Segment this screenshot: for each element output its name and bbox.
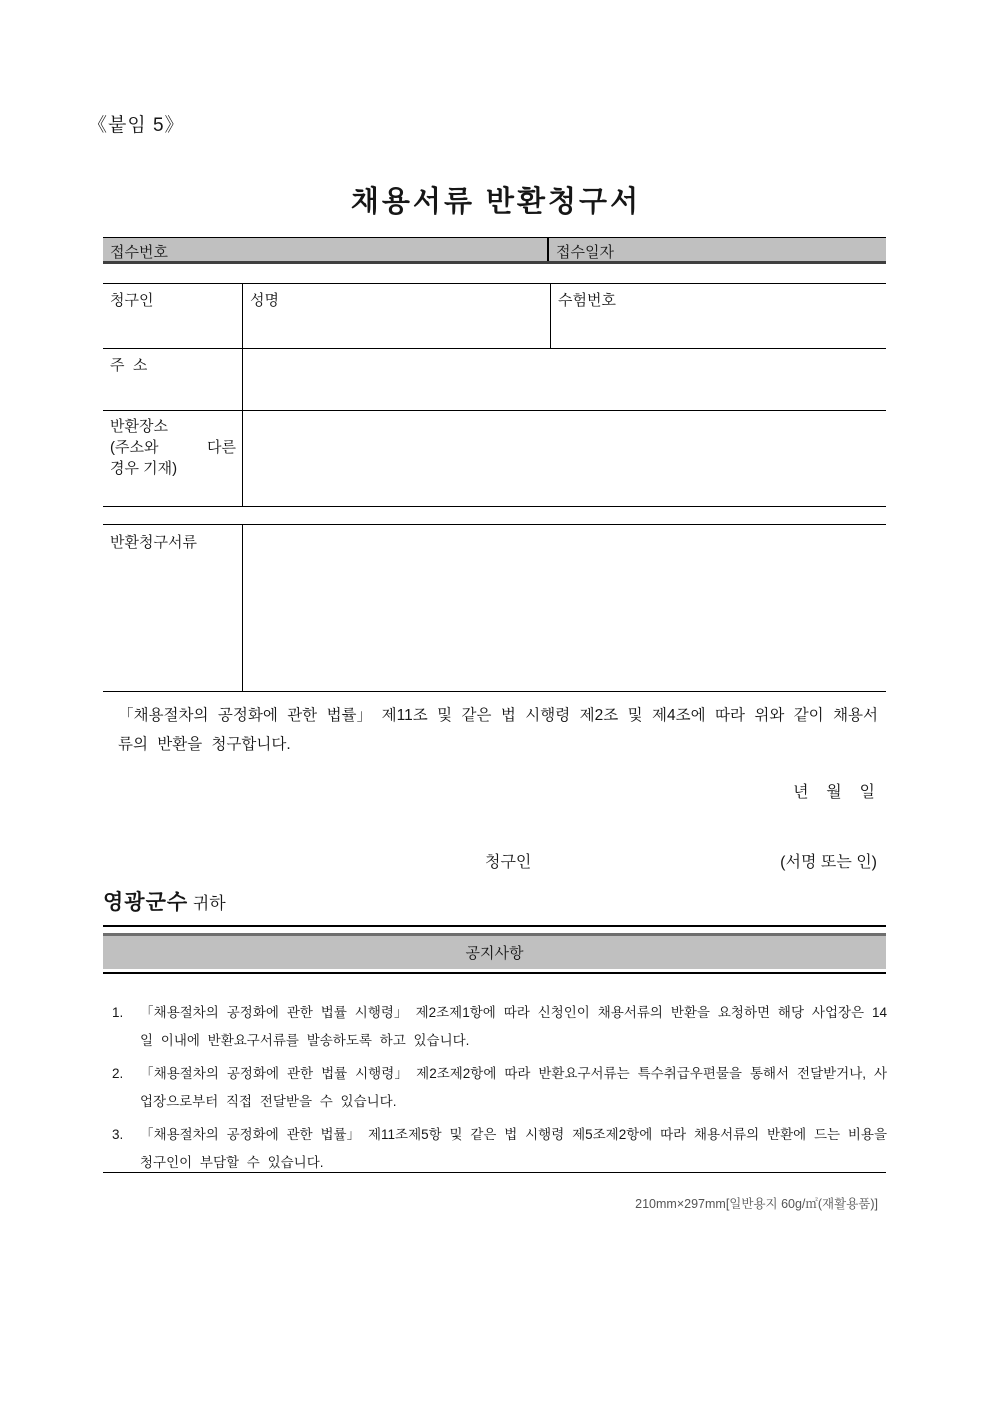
notice-item-text: 「채용절차의 공정화에 관한 법률 시행령」 제2조제2항에 따라 반환요구서류는 특수취급우편물을 통해서 전달받거나, 사업장으로부터 직접 전달받을 수 있습니다.	[140, 1066, 887, 1109]
claimant-signature-label: 청구인	[485, 854, 532, 871]
address-field[interactable]	[243, 349, 886, 410]
receipt-date-cell[interactable]	[549, 238, 886, 261]
return-place-label-line1: 반환장소	[110, 418, 168, 435]
divider-above-notice	[103, 925, 886, 927]
notice-item	[112, 1121, 887, 1177]
receipt-table	[103, 237, 886, 264]
attachment-label: 《붙임 5》	[88, 115, 185, 136]
page-title: 채용서류 반환청구서	[350, 186, 642, 218]
documents-field[interactable]	[243, 525, 886, 691]
signature-row	[485, 849, 877, 872]
name-label: 성명	[250, 292, 279, 309]
documents-table	[103, 524, 886, 692]
paper-spec-label: 210mm×297mm[일반용지 60g/㎡(재활용품)]	[635, 1197, 878, 1211]
return-place-field[interactable]	[243, 411, 886, 506]
notice-header-bar	[103, 933, 886, 969]
return-place-line2b: 다른	[207, 439, 236, 456]
addressee-line	[103, 886, 226, 916]
notice-item-text: 「채용절차의 공정화에 관한 법률」 제11조제5항 및 같은 법 시행령 제5조제2항에 따라 채용서류의 반환에 드는 비용을 청구인이 부담할 수 있습니다.	[140, 1127, 887, 1170]
claimant-label: 청구인	[103, 284, 243, 348]
claimant-table	[103, 283, 886, 507]
return-place-row	[103, 410, 886, 506]
notice-item-number: 1.	[112, 1005, 124, 1020]
exam-number-label: 수험번호	[558, 292, 616, 309]
notice-list	[112, 999, 887, 1182]
footer-divider	[103, 1172, 886, 1173]
return-place-label-line3: 경우 기재)	[110, 460, 178, 477]
notice-header-label: 공지사항	[465, 945, 524, 962]
signature-note: (서명 또는 인)	[780, 854, 877, 871]
declaration-text: 「채용절차의 공정화에 관한 법률」 제11조 및 같은 법 시행령 제2조 및 제4조에 따라 위와 같이 채용서류의 반환을 청구합니다.	[118, 707, 878, 753]
address-row	[103, 348, 886, 410]
notice-item-text: 「채용절차의 공정화에 관한 법률 시행령」 제2조제1항에 따라 신청인이 채용서류의 반환을 요청하면 해당 사업장은 14일 이내에 반환요구서류를 발송하도록 하고 있습니다.	[140, 1005, 887, 1048]
divider-below-notice	[103, 972, 886, 974]
exam-number-field[interactable]	[551, 284, 886, 348]
receipt-number-cell[interactable]	[103, 238, 549, 261]
return-place-line2a: (주소와	[110, 439, 159, 456]
address-label: 주 소	[103, 349, 243, 410]
receipt-number-label: 접수번호	[110, 244, 168, 261]
claimant-row	[103, 284, 886, 348]
addressee-suffix: 귀하	[188, 894, 226, 913]
notice-item	[112, 999, 887, 1055]
notice-item-number: 2.	[112, 1066, 124, 1081]
return-place-label-line2	[110, 437, 242, 458]
notice-item-number: 3.	[112, 1127, 124, 1142]
date-line: 년 월 일	[793, 784, 875, 801]
documents-label: 반환청구서류	[103, 525, 243, 691]
receipt-date-label: 접수일자	[556, 244, 614, 261]
notice-item	[112, 1060, 887, 1116]
addressee-name: 영광군수	[103, 891, 189, 914]
name-field[interactable]	[243, 284, 551, 348]
return-place-label	[103, 411, 243, 506]
